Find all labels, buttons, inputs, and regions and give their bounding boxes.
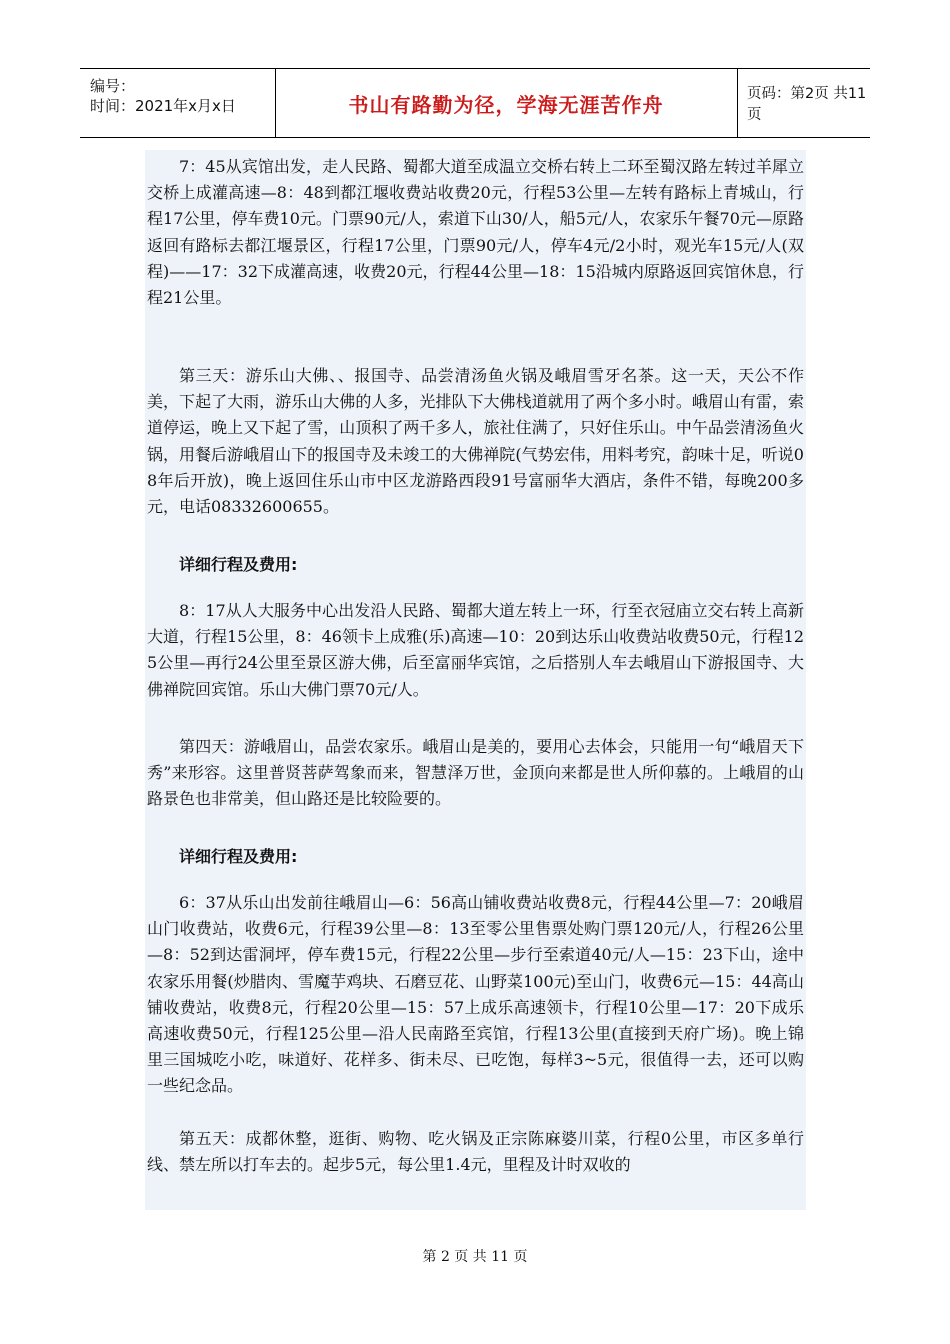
paragraph-day3-summary: 第三天：游乐山大佛、、报国寺、品尝清汤鱼火锅及峨眉雪牙名茶。这一天，天公不作美，下起了大雨，游乐山大佛的人多，光排队下大佛栈道就用了两个多小时。峨眉山有雷，索道停运，晚上又下起了雪，山顶积了两千多人，旅社住满了，只好住乐山。中午品尝清汤鱼火锅，用餐后游峨眉山下的报国寺及未竣工的大佛禅院(气势宏伟，用料考究，韵味十足，听说08年后开放)，晚上返回住乐山市中区龙游路西段91号富丽华大酒店，条件不错，每晚200多元，电话08332600655。 (147, 366, 804, 517)
header-motto-cell (275, 69, 738, 137)
page-header (80, 68, 870, 138)
section-heading-details: 详细行程及费用: (179, 555, 298, 574)
document-body (145, 150, 806, 1210)
document-number-label: 编号： (90, 77, 136, 95)
paragraph-day2-itinerary: 7：45从宾馆出发，走人民路、蜀都大道至成温立交桥右转上二环至蜀汉路左转过羊犀立交桥上成灌高速—8：48到都江堰收费站收费20元，行程53公里—左转有路标上青城山，行程17公里，停车费10元。门票90元/人，索道下山30/人，船5元/人，农家乐午餐70元—原路返回有路标去都江堰景区，行程17公里，门票90元/人，停车4元/2小时，观光车15元/人(双程)——17：32下成灌高速，收费20元，行程44公里—18：15沿城内原路返回宾馆休息，行程21公里。 (147, 157, 804, 308)
header-motto: 书山有路勤为径，学海无涯苦作舟 (348, 92, 664, 117)
header-meta-cell (80, 69, 276, 137)
paragraph-day4-itinerary: 6：37从乐山出发前往峨眉山—6：56高山铺收费站收费8元，行程44公里—7：20峨眉山门收费站，收费6元，行程39公里—8：13至零公里售票处购门票120元/人，行程26公里—8：52到达雷洞坪，停车费15元，行程22公里—步行至索道40元/人—15：23下山，途中农家乐用餐(炒腊肉、雪魔芋鸡块、石磨豆花、山野菜100元)至山门，收费6元—15：44高山铺收费站，收费8元，行程20公里—15：57上成乐高速领卡，行程10公里—17：20下成乐高速收费50元，行程125公里—沿人民南路至宾馆，行程13公里(直接到天府广场)。晚上锦里三国城吃小吃，味道好、花样多、街未尽、已吃饱，每样3~5元，很值得一去，还可以购一些纪念品。 (147, 893, 804, 1096)
paragraph-day3-itinerary: 8：17从人大服务中心出发沿人民路、蜀都大道左转上一环，行至衣冠庙立交右转上高新大道，行程15公里，8：46领卡上成雅(乐)高速—10：20到达乐山收费站收费50元，行程125公里—再行24公里至景区游大佛，后至富丽华宾馆，之后搭别人车去峨眉山下游报国寺、大佛禅院回宾馆。乐山大佛门票70元/人。 (147, 601, 804, 699)
section-heading-details: 详细行程及费用: (179, 847, 298, 866)
header-page-info: 页码：第2页 共11页 (747, 86, 867, 123)
page-footer: 第 2 页 共 11 页 (422, 1249, 528, 1265)
header-page-cell (737, 69, 870, 137)
paragraph-day4-summary: 第四天：游峨眉山，品尝农家乐。峨眉山是美的，要用心去体会，只能用一句“峨眉天下秀”来形容。这里普贤菩萨驾象而来，智慧泽万世，金顶向来都是世人所仰慕的。上峨眉的山路景色也非常美，但山路还是比较险要的。 (147, 737, 804, 809)
document-time-label: 时间：2021年x月x日 (90, 97, 236, 115)
paragraph-day5-summary: 第五天：成都休整，逛街、购物、吃火锅及正宗陈麻婆川菜，行程0公里，市区多单行线、禁左所以打车去的。起步5元，每公里1.4元，里程及计时双收的 (147, 1129, 804, 1175)
